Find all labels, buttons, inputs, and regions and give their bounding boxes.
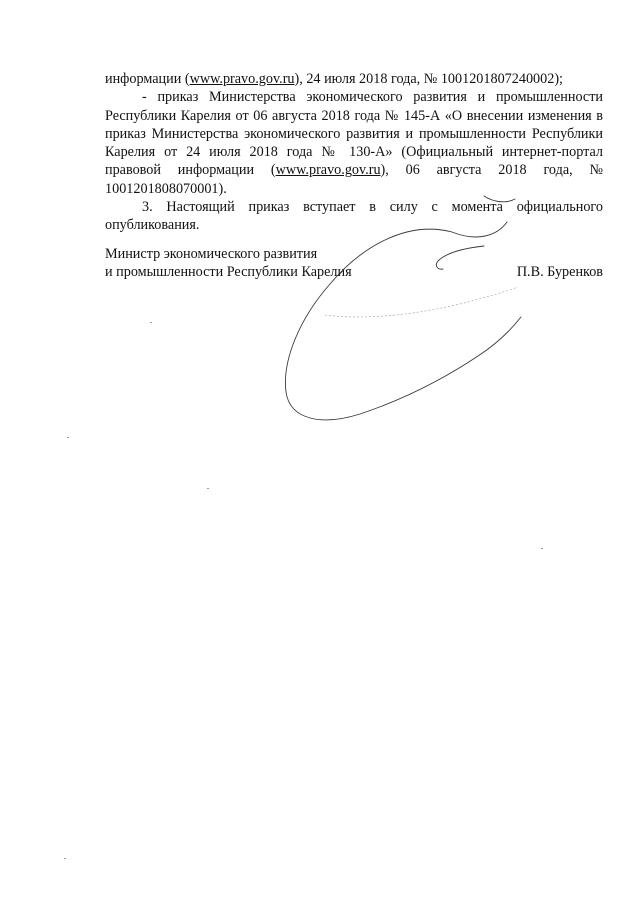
text-fragment: ), 24 июля 2018 года, № 1001201807240002);	[294, 71, 563, 87]
signer-title-line-1: Министр экономического развития	[105, 246, 318, 262]
text-fragment: ), 06 августа 2018 года, № 1001201808070001).	[105, 162, 604, 197]
document-body	[105, 70, 603, 235]
pravo-link[interactable]: www.pravo.gov.ru	[275, 162, 381, 179]
signer-title-line-2: и промышленности Республики Карелия	[105, 264, 352, 281]
signer-name: П.В. Буренков	[516, 264, 603, 281]
scan-speck	[541, 548, 543, 549]
scan-speck	[67, 437, 69, 438]
scan-speck	[150, 322, 152, 323]
scan-speck	[207, 488, 209, 489]
text-fragment: - приказ Министерства экономического развития и промышленности Республики Карелия от 06 августа 2018 года № 145-А «О внесении изменения в приказ Министерства экономического развития и промышленности Республики Карелия от 24 июля 2018 года № 130-А» (Официальный интернет-портал правовой информации (	[105, 89, 603, 179]
text-fragment: информации (	[105, 71, 190, 87]
paragraph-point-3: 3. Настоящий приказ вступает в силу с момента официального опубликования.	[105, 199, 603, 234]
paragraph-source-continuation	[105, 70, 603, 88]
signature-block	[105, 245, 603, 282]
pravo-link[interactable]: www.pravo.gov.ru	[189, 71, 295, 87]
signature-stroke-faint	[325, 287, 518, 317]
scan-speck	[64, 858, 66, 859]
paragraph-order-item	[105, 88, 603, 198]
